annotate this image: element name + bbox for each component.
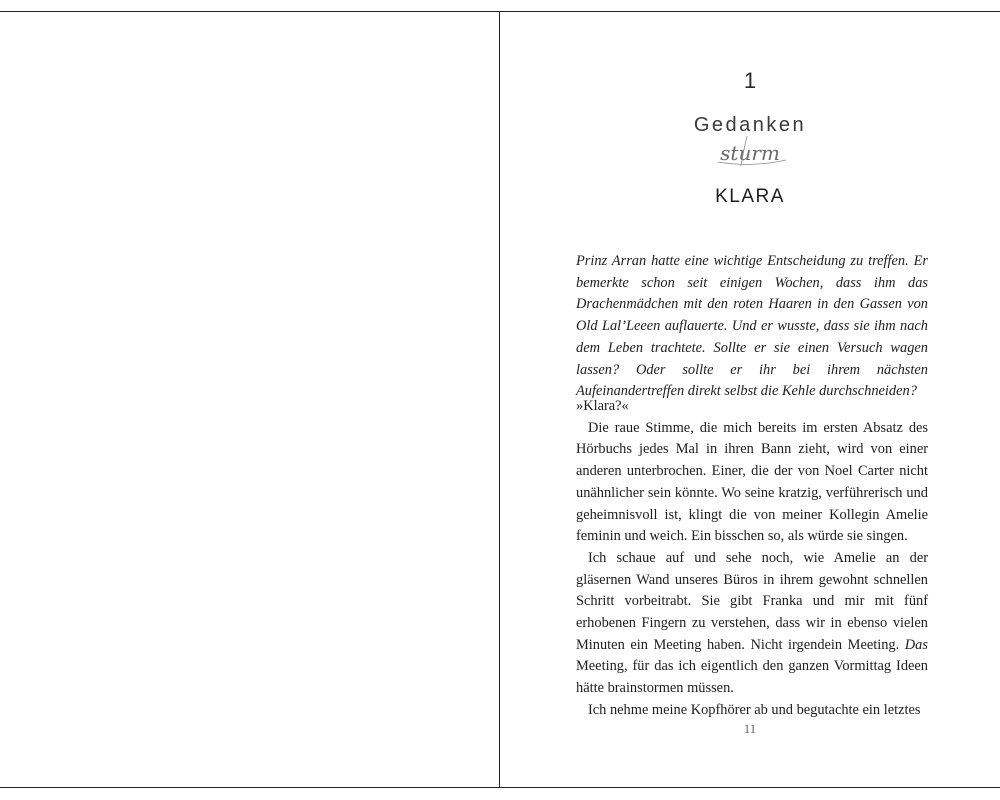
paragraph-3 (576, 548, 928, 700)
paragraph-3-part1: Ich schaue auf und sehe noch, wie Amelie an der gläsernen Wand unseres Büros in ihrem gewohnt schnellen Schritt vorbeitrabt. Sie gibt Franka und mir mit fünf erhobenen Fingern zu verstehen, dass wir in ebenso vielen Minuten ein Meeting haben. Nicht irgendein Meeting. (576, 549, 928, 653)
right-page (500, 12, 1000, 787)
chapter-title-word: Gedanken (693, 114, 807, 136)
page-number: 11 (743, 721, 757, 736)
chapter-title-script (700, 132, 800, 172)
paragraph-dialogue: »Klara?« (576, 398, 629, 414)
paragraph-3-emphasis: Das (904, 636, 928, 653)
prologue-excerpt (576, 251, 928, 403)
prologue-text: Prinz Arran hatte eine wichtige Entscheidung zu treffen. Er bemerkte schon seit einigen Wochen, dass ihm das Drachenmädchen mit den roten Haaren in den Gassen von Old Lal’Leeen auflauerte. Und er wusste, dass sie ihm nach dem Leben trachtete. Sollte er sie einen Versuch wagen lassen? Oder sollte er ihr bei ihrem nächsten Aufeinandertreffen direkt selbst die Kehle durchschneiden? (576, 253, 928, 400)
paragraph-4: Ich nehme meine Kopfhörer ab und begutachte ein letztes (588, 701, 921, 718)
chapter-number: 1 (743, 68, 757, 93)
paragraph-2: Die raue Stimme, die mich bereits im ersten Absatz des Hörbuchs jedes Mal in ihren Bann zieht, wird von einer anderen unterbrochen. Einer, die der von Noel Carter nicht unähnlicher sein könnte. Wo seine kratzig, verführerisch und geheimnisvoll ist, klingt die von meiner Kollegin Amelie feminin und weich. Ein bisschen so, als würde sie singen. (576, 419, 928, 545)
paragraph-3-part2: Meeting, für das ich eigentlich den ganzen Vormittag Ideen hätte brainstormen müssen. (576, 658, 928, 697)
chapter-narrator: KLARA (715, 186, 785, 207)
svg-text:sturm: sturm (720, 141, 780, 165)
left-page-blank (0, 12, 499, 787)
chapter-body (576, 396, 928, 722)
bottom-border (0, 787, 1000, 788)
